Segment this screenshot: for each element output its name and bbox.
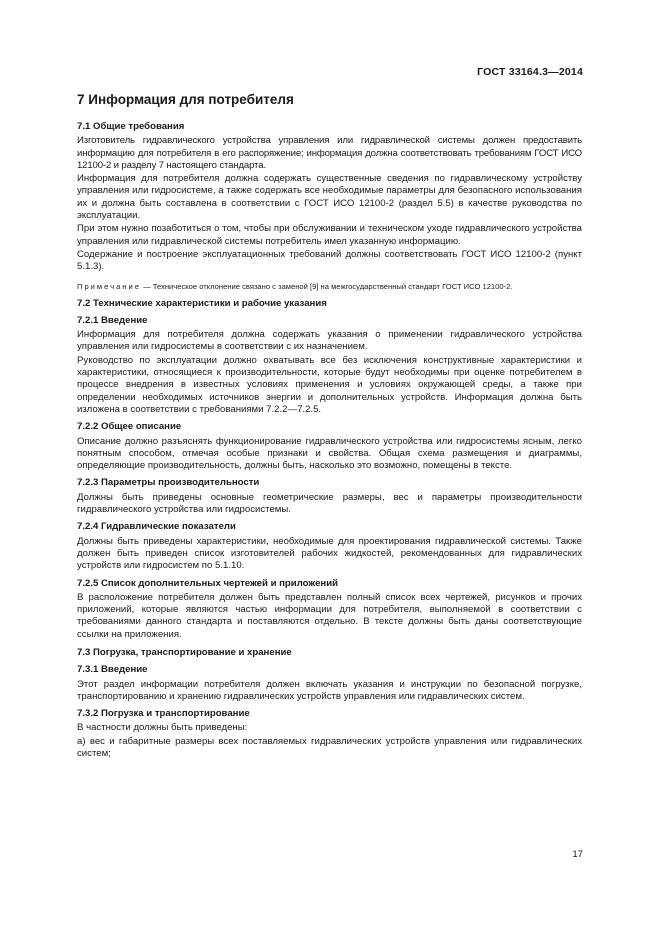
clause-7-2-3-title: 7.2.3 Параметры производительности	[77, 477, 260, 489]
page-content	[77, 92, 582, 761]
page-number: 17	[572, 849, 583, 860]
subsection-7-3-title: 7.3 Погрузка, транспортирование и хранение	[77, 646, 292, 658]
paragraph: При этом нужно позаботиться о том, чтобы при обслуживании и техническом уходе гидравлического устройства управления или гидравлической системы потребитель имел указанную информацию.	[77, 223, 582, 247]
clause-7-2-2-title: 7.2.2 Общее описание	[77, 421, 182, 433]
paragraph: Содержание и построение эксплуатационных требований должны соответствовать ГОСТ ИСО 12100-2 (пункт 5.1.3).	[77, 248, 582, 273]
subsection-7-1-title: 7.1 Общие требования	[77, 121, 185, 132]
paragraph: Должны быть приведены основные геометрические размеры, вес и параметры производительности гидравлического устройства или гидросистемы.	[77, 491, 582, 516]
clause-7-3-1-title: 7.3.1 Введение	[77, 664, 148, 676]
paragraph: В расположение потребителя должен быть представлен полный список всех чертежей, рисунков и прочих приложений, которые являются частью информации для потребителя, выполняемой в соответствии с требованиями данного стандарта и поставляются отдельно. В тексте должны быть даны соответствующие ссылки на приложения.	[77, 591, 582, 640]
clause-7-2-5-title: 7.2.5 Список дополнительных чертежей и приложений	[77, 577, 338, 589]
note	[77, 282, 582, 292]
note-label: Примечание	[77, 281, 141, 291]
clause-7-2-1-title: 7.2.1 Введение	[77, 314, 148, 326]
paragraph: В частности должны быть приведены:	[77, 722, 248, 734]
clause-7-3-2-title: 7.3.2 Погрузка и транспортирование	[77, 708, 250, 720]
paragraph: Изготовитель гидравлического устройства управления или гидравлической системы должен предоставить информацию для потребителя в его распоряжение; информация должна соответствовать требованиям ГОСТ ИСО 12100-2 и разделу 7 настоящего стандарта.	[77, 135, 582, 171]
section-title: 7 Информация для потребителя	[77, 92, 294, 107]
list-item: а) вес и габаритные размеры всех поставляемых гидравлических устройств управления или гидравлических систем;	[77, 735, 582, 760]
standard-code-header: ГОСТ 33164.3—2014	[477, 66, 583, 78]
paragraph: Должны быть приведены характеристики, необходимые для проектирования гидравлической системы. Также должен быть приведен список изготовителей рабочих жидкостей, рекомендованных для гидравлических устройств или гидросистем по 5.1.10.	[77, 535, 582, 572]
clause-7-2-4-title: 7.2.4 Гидравлические показатели	[77, 521, 236, 533]
paragraph: Описание должно разъяснять функционирование гидравлического устройства или гидросистемы ясным, легко понятным способом, отмечая особые признаки и свойства. Общая схема размещения и диаграммы, определяющие производительность, должны быть, насколько это возможно, помещены в тексте.	[77, 435, 582, 472]
paragraph: Руководство по эксплуатации должно охватывать все без исключения конструктивные характеристики и характеристики, относящиеся к производительности, которые будут необходимы при оценке потребителем в процессе внедрения в известных условиях применения и условиях окружающей среды, а также при определении необходимых источников энергии и дополнительных устройств. Информация должна быть изложена в соответствии с требованиями 7.2.2—7.2.5.	[77, 354, 582, 415]
paragraph: Информация для потребителя должна содержать указания о применении гидравлического устройства управления или гидросистемы в соответствии с их назначением.	[77, 329, 582, 353]
note-text: — Техническое отклонение связано с заменой [9] на межгосударственный стандарт ГОСТ ИСО 12100-2.	[143, 281, 513, 291]
subsection-7-2-title: 7.2 Технические характеристики и рабочие указания	[77, 297, 327, 309]
paragraph: Информация для потребителя должна содержать существенные сведения по гидравлическому устройству управления или гидросистеме, а также содержать все необходимые параметры для безопасного использования их и должна быть составлена в соответствии с ГОСТ ИСО 12100-2 (раздел 5.5) в качестве руководства по эксплуатации.	[77, 173, 582, 222]
paragraph: Этот раздел информации потребителя должен включать указания и инструкции по безопасной погрузке, транспортированию и хранению гидравлических устройств управления или гидравлических систем.	[77, 678, 582, 702]
